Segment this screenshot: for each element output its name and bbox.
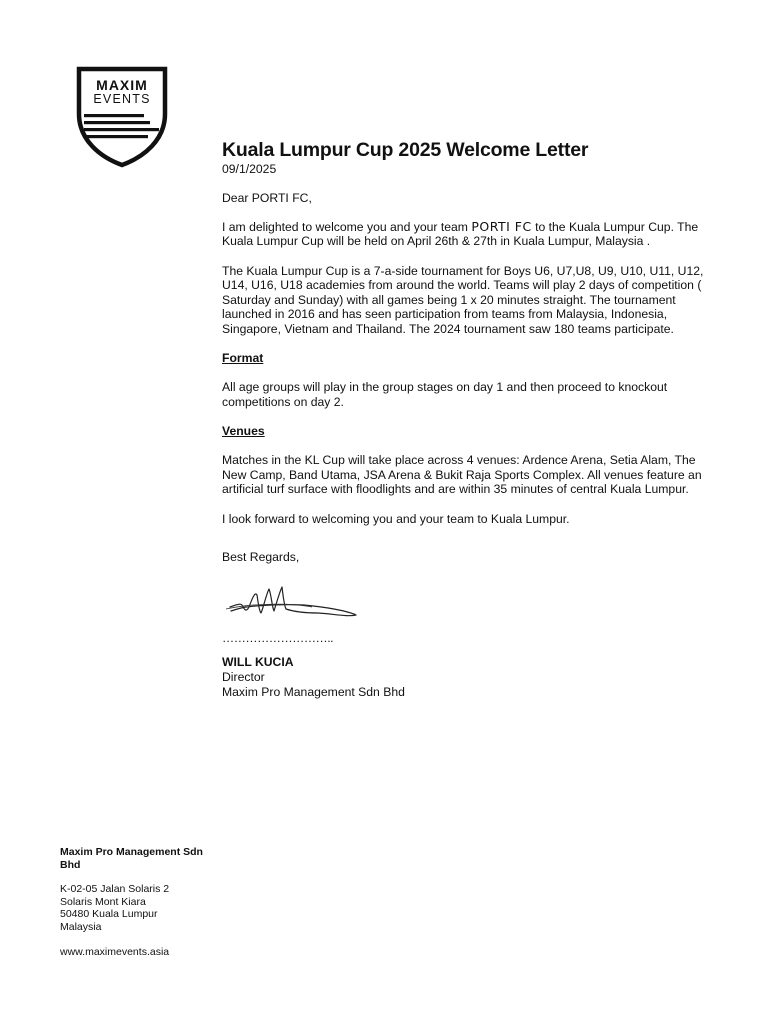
address-line: Malaysia [60,920,102,933]
logo-wordmark-bottom: EVENTS [93,92,151,106]
signer-name: WILL KUCIA [222,655,294,670]
team-name: PORTI FC [471,218,532,234]
letter-body [222,138,722,699]
address-line: Solaris Mont Kiara [60,895,146,908]
signer-title: Director [222,670,265,685]
letter-date: 09/1/2025 [222,162,277,176]
salutation: Dear PORTI FC, [222,190,312,205]
footer-website: www.maximevents.asia [60,945,170,958]
signer-company: Maxim Pro Management Sdn Bhd [222,684,405,699]
address-line: 50480 Kuala Lumpur [60,908,158,921]
best-regards: Best Regards, [222,550,300,565]
footer-company: Maxim Pro Management Sdn Bhd [60,846,203,871]
closing-paragraph: I look forward to welcoming you and your team to Kuala Lumpur. [222,511,570,526]
address-line: K-02-05 Jalan Solaris 2 [60,883,170,896]
tournament-paragraph: The Kuala Lumpur Cup is a 7-a-side tournament for Boys U6, U7,U8, U9, U10, U11, U12, U14, U16, U18 academies from around the world. Teams will play 2 days of competition ( Saturday and Sunday) with all games being 1 x 20 minutes straight. The tournament launched in 2016 and has seen participation from teams from Malaysia, Indonesia, Singapore, Vietnam and Thailand. The 2024 tournament saw 180 teams participate. [222,263,704,336]
letter-title: Kuala Lumpur Cup 2025 Welcome Letter [222,139,589,161]
signature-line: ……………………….. [222,630,333,645]
footer-address [60,883,210,933]
venues-heading: Venues [222,424,265,439]
format-heading: Format [222,351,264,366]
footer-contact [60,846,210,958]
maxim-events-logo [76,66,168,168]
signature-image [222,577,362,627]
format-paragraph: All age groups will play in the group stages on day 1 and then proceed to knockout competitions on day 2. [222,380,668,409]
logo-wordmark-top: MAXIM [96,77,148,93]
intro-text-end: to the Kuala Lumpur Cup. The Kuala Lumpur Cup will be held on April 26th & 27th in Kuala Lumpur, Malaysia . [222,219,699,249]
intro-paragraph [222,220,722,249]
intro-text-start: I am delighted to welcome you and your team [222,219,472,234]
venues-paragraph: Matches in the KL Cup will take place across 4 venues: Ardence Arena, Setia Alam, The New Camp, Band Utama, JSA Arena & Bukit Raja Sports Complex. All venues feature an artificial turf surface with floodlights and are within 35 minutes of central Kuala Lumpur. [222,453,702,497]
